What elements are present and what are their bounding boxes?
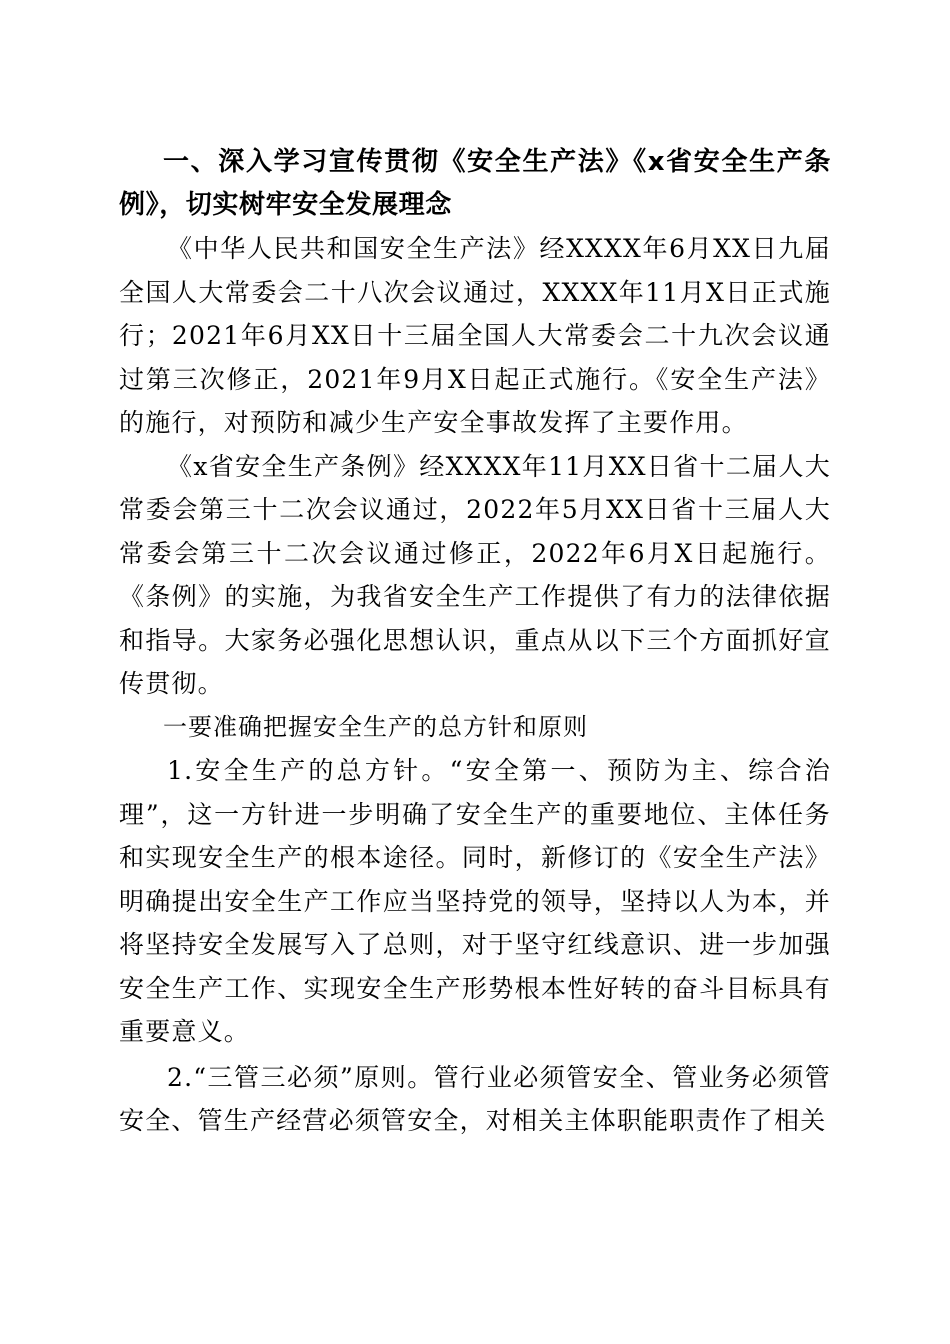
paragraph-safety-law: 《中华人民共和国安全生产法》经XXXX年6月XX日九届全国人大常委会二十八次会议通过，XXXX年11月X日正式施行；2021年6月XX日十三届全国人大常委会二十九次会议通过第三次修正，2021年9月X日起正式施行。《安全生产法》的施行，对预防和减少生产安全事故发挥了主要作用。 bbox=[119, 234, 831, 437]
item-general-policy: 1.安全生产的总方针。“安全第一、预防为主、综合治理”，这一方针进一步明确了安全生产的重要地位、主体任务和实现安全生产的根本途径。同时，新修订的《安全生产法》明确提出安全生产工作应当坚持党的领导，坚持以人为本，并将坚持安全发展写入了总则，对于坚守红线意识、进一步加强安全生产工作、实现安全生产形势根本性好转的奋斗目标具有重要意义。 bbox=[119, 756, 831, 1046]
subsection-heading: 一要准确把握安全生产的总方针和原则 bbox=[163, 712, 588, 741]
section-heading: 一、深入学习宣传贯彻《安全生产法》《x省安全生产条例》，切实树牢安全发展理念 bbox=[119, 147, 831, 220]
document-body bbox=[119, 141, 831, 1143]
item-three-musts-principle: 2.“三管三必须”原则。管行业必须管安全、管业务必须管安全、管生产经营必须管安全，对相关主体职能职责作了相关 bbox=[119, 1062, 831, 1135]
paragraph-provincial-regulation: 《x省安全生产条例》经XXXX年11月XX日省十二届人大常委会第三十二次会议通过，2022年5月XX日省十三届人大常委会第三十二次会议通过修正，2022年6月X日起施行。《条例》的实施，为我省安全生产工作提供了有力的法律依据和指导。大家务必强化思想认识，重点从以下三个方面抓好宣传贯彻。 bbox=[119, 451, 831, 698]
